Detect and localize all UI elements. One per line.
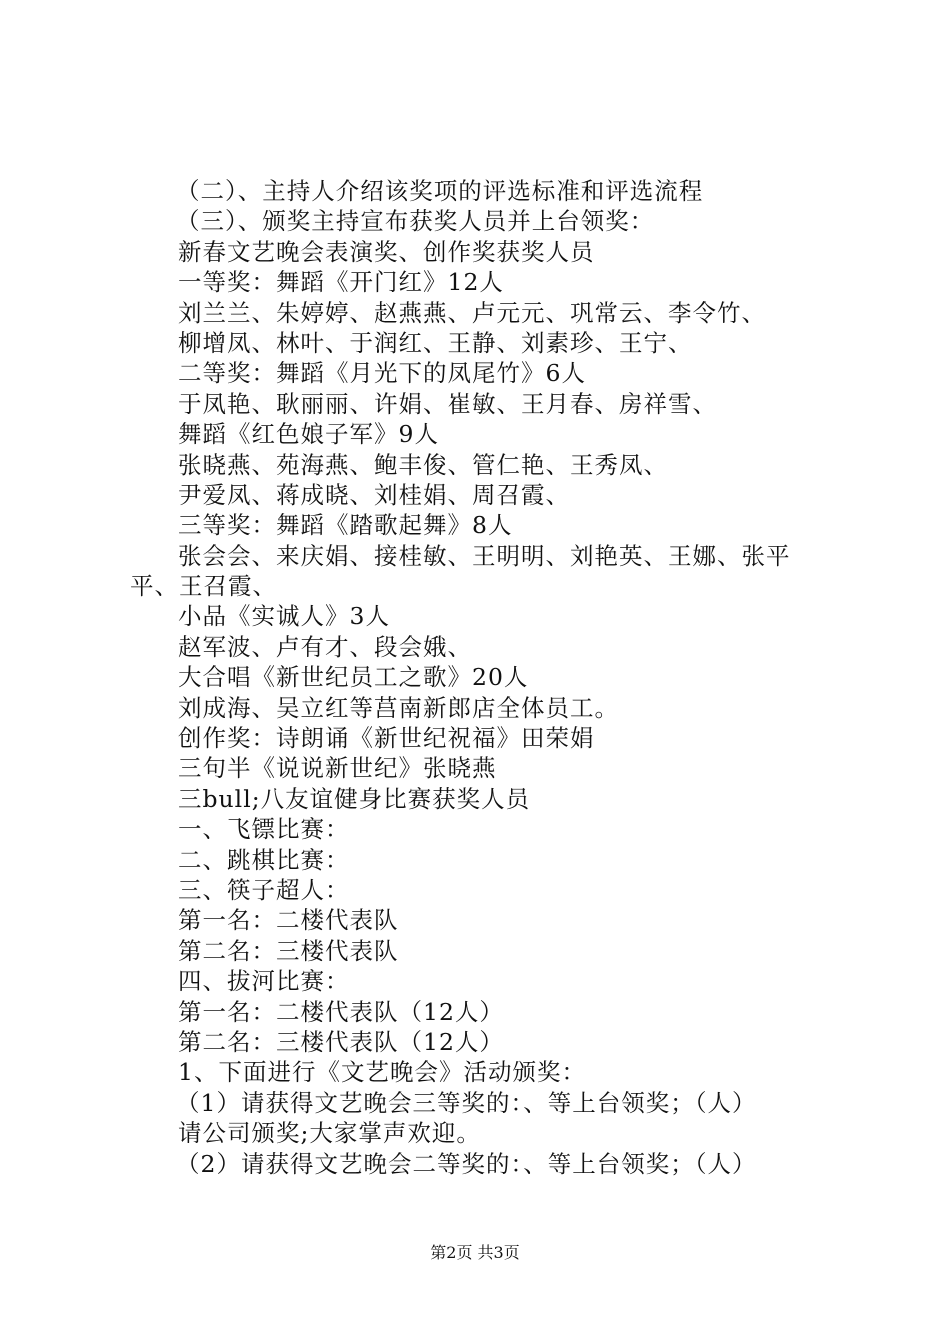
text-line: 一等奖：舞蹈《开门红》12人 [178,268,504,297]
text-line: 第二名：三楼代表队 [178,936,399,965]
text-line: 二、跳棋比赛： [178,845,350,874]
text-line: 四、拔河比赛： [178,967,350,996]
page-number-footer: 第2页 共3页 [430,1243,520,1262]
text-line: 平、王召霞、 [130,572,277,601]
text-line: 赵军波、卢有才、段会娥、 [178,632,472,661]
text-line: 第二名：三楼代表队（12人） [178,1027,504,1056]
text-line: 大合唱《新世纪员工之歌》20人 [178,663,529,692]
text-line: 第一名：二楼代表队（12人） [178,997,504,1026]
text-line: 舞蹈《红色娘子军》9人 [178,420,439,449]
text-line: 刘成海、吴立红等莒南新郎店全体员工。 [178,693,619,722]
text-line: 1、下面进行《文艺晚会》活动颁奖： [178,1058,586,1087]
text-line: 二等奖：舞蹈《月光下的凤尾竹》6人 [178,359,586,388]
text-line: 小品《实诚人》3人 [178,602,390,631]
text-line: 创作奖：诗朗诵《新世纪祝福》田荣娟 [178,724,595,753]
text-line: 刘兰兰、朱婷婷、赵燕燕、卢元元、巩常云、李令竹、 [178,298,766,327]
text-line: 三句半《说说新世纪》张晓燕 [178,754,497,783]
text-line: 三等奖：舞蹈《踏歌起舞》8人 [178,511,513,540]
text-line: 张晓燕、苑海燕、鲍丰俊、管仁艳、王秀凤、 [178,450,668,479]
text-line: （1）请获得文艺晚会三等奖的：、等上台领奖；（人） [176,1088,757,1117]
text-line: 尹爱凤、蒋成晓、刘桂娟、周召霞、 [178,480,570,509]
text-line: 请公司颁奖;大家掌声欢迎。 [178,1119,481,1148]
text-line: （二）、主持人介绍该奖项的评选标准和评选流程 [176,177,704,205]
text-line: 于凤艳、耿丽丽、许娟、崔敏、王月春、房祥雪、 [178,389,717,418]
text-line: 一、飞镖比赛： [178,815,350,844]
text-line: 第一名：二楼代表队 [178,906,399,935]
text-line: 张会会、来庆娟、接桂敏、王明明、刘艳英、王娜、张平 [178,541,791,570]
text-line: 柳增凤、林叶、于润红、王静、刘素珍、王宁、 [178,328,693,357]
text-line: 新春文艺晚会表演奖、创作奖获奖人员 [178,237,595,266]
text-line: （三）、颁奖主持宣布获奖人员并上台领奖： [176,207,655,236]
document-body [130,176,835,1179]
text-line: （2）请获得文艺晚会二等奖的：、等上台领奖；（人） [176,1149,757,1178]
text-line: 三、筷子超人： [178,875,350,904]
text-line: 三bull;八友谊健身比赛获奖人员 [178,784,531,813]
